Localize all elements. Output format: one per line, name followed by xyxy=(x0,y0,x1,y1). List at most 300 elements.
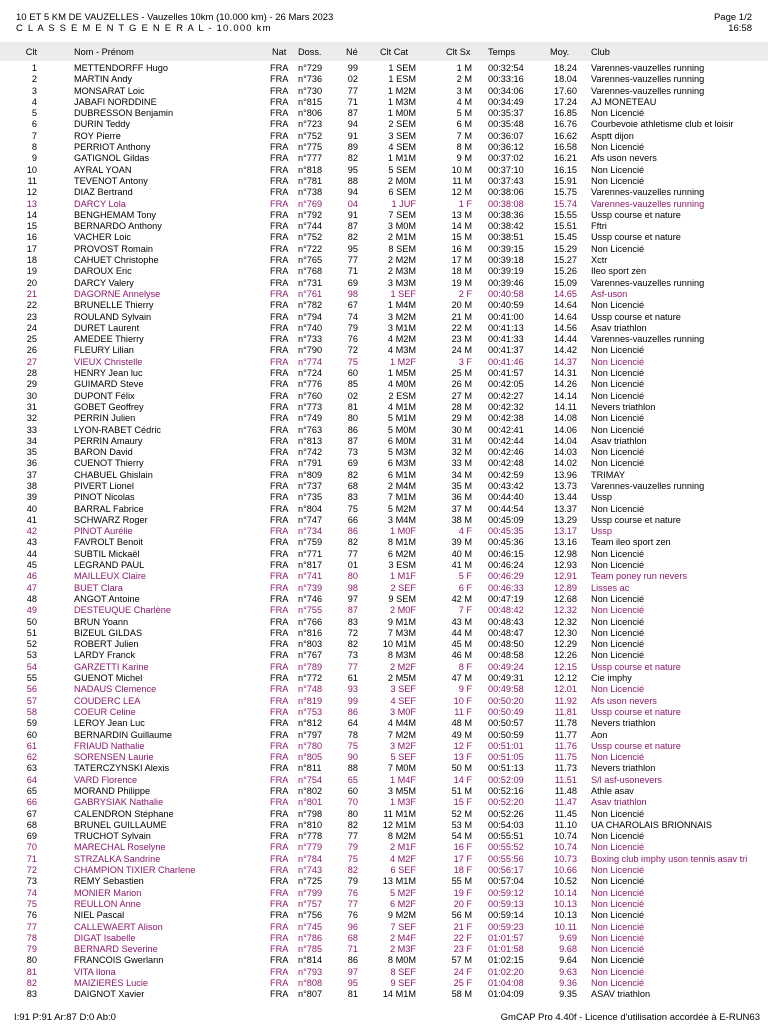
table-row xyxy=(0,809,768,820)
born-cell: 80 xyxy=(347,808,358,819)
rank-cell: 23 xyxy=(26,311,37,322)
rank-cell: 45 xyxy=(26,560,37,571)
speed-cell: 11.10 xyxy=(554,819,577,830)
nat-cell: FRA xyxy=(270,469,289,480)
cat-rank-cell: 5 M0M xyxy=(387,424,416,435)
table-row xyxy=(0,967,768,978)
sex-rank-cell: 58 M xyxy=(451,989,472,1000)
cat-rank-cell: 7 SEF xyxy=(390,921,416,932)
bib-cell: n°731 xyxy=(298,277,323,288)
sex-rank-cell: 4 M xyxy=(456,96,472,107)
table-row xyxy=(0,165,768,176)
club-cell: Ussp course et nature xyxy=(591,209,681,220)
time-cell: 00:57:04 xyxy=(488,876,524,887)
nat-cell: FRA xyxy=(270,978,289,989)
cat-rank-cell: 8 M3M xyxy=(387,650,416,661)
bib-cell: n°799 xyxy=(298,887,323,898)
speed-cell: 17.24 xyxy=(554,96,577,107)
club-cell: Non Licencié xyxy=(591,379,645,390)
born-cell: 78 xyxy=(347,729,358,740)
table-row xyxy=(0,334,768,345)
time-cell: 00:52:16 xyxy=(488,786,524,796)
born-cell: 76 xyxy=(347,910,358,921)
sex-rank-cell: 20 F xyxy=(453,898,472,909)
nat-cell: FRA xyxy=(270,898,289,909)
speed-cell: 14.42 xyxy=(554,345,577,356)
table-row xyxy=(0,481,768,492)
time-cell: 00:51:05 xyxy=(488,752,524,763)
sex-rank-cell: 19 M xyxy=(451,277,472,288)
rank-cell: 72 xyxy=(26,865,37,876)
bib-cell: n°805 xyxy=(298,752,323,763)
sex-rank-cell: 18 F xyxy=(453,865,472,876)
name-cell: PIVERT Lionel xyxy=(74,480,134,491)
speed-cell: 13.17 xyxy=(554,526,577,537)
club-cell: Non Licencié xyxy=(591,932,645,943)
club-cell: Cie imphy xyxy=(591,673,632,684)
born-cell: 74 xyxy=(347,311,358,322)
table-row xyxy=(0,786,768,797)
name-cell: CUENOT Thierry xyxy=(74,458,144,469)
born-cell: 98 xyxy=(347,288,358,299)
club-cell: Non Licencié xyxy=(591,627,645,638)
name-cell: GABRYSIAK Nathalie xyxy=(74,797,164,808)
bib-cell: n°754 xyxy=(298,774,323,785)
name-cell: DURIN Teddy xyxy=(74,119,130,130)
time-cell: 00:49:58 xyxy=(488,684,524,695)
club-cell: Non Licencié xyxy=(591,164,645,175)
nat-cell: FRA xyxy=(270,627,289,638)
cat-rank-cell: 1 SEF xyxy=(390,288,416,299)
nat-cell: FRA xyxy=(270,786,289,796)
nat-cell: FRA xyxy=(270,695,289,706)
name-cell: BENGHEMAM Tony xyxy=(74,209,157,220)
born-cell: 79 xyxy=(347,842,358,853)
rank-cell: 41 xyxy=(26,514,37,525)
nat-cell: FRA xyxy=(270,887,289,898)
rank-cell: 38 xyxy=(26,480,37,491)
table-row xyxy=(0,187,768,198)
bib-cell: n°769 xyxy=(298,198,323,209)
born-cell: 95 xyxy=(347,243,358,254)
time-cell: 00:41:13 xyxy=(488,322,524,333)
bib-cell: n°768 xyxy=(298,266,323,277)
sex-rank-cell: 38 M xyxy=(451,514,472,525)
time-cell: 00:48:43 xyxy=(488,616,524,627)
time-cell: 00:46:29 xyxy=(488,571,524,582)
rank-cell: 20 xyxy=(26,277,37,288)
club-cell: Non Licencié xyxy=(591,808,645,819)
club-cell: TRIMAY xyxy=(591,469,626,480)
nat-cell: FRA xyxy=(270,548,289,559)
sex-rank-cell: 21 F xyxy=(453,921,472,932)
cat-rank-cell: 4 M2F xyxy=(389,853,416,864)
born-cell: 72 xyxy=(347,345,358,356)
speed-cell: 11.75 xyxy=(554,752,577,763)
rank-cell: 64 xyxy=(26,774,37,785)
nat-cell: FRA xyxy=(270,560,289,571)
bib-cell: n°734 xyxy=(298,526,323,537)
column-header-cat-rank: Clt Cat xyxy=(380,47,409,57)
nat-cell: FRA xyxy=(270,356,289,367)
nat-cell: FRA xyxy=(270,740,289,751)
bib-cell: n°739 xyxy=(298,582,323,593)
sex-rank-cell: 32 M xyxy=(451,447,472,458)
cat-rank-cell: 7 M0M xyxy=(387,763,416,774)
name-cell: GARZETTI Karine xyxy=(74,661,149,672)
time-cell: 00:59:13 xyxy=(488,898,524,909)
table-row xyxy=(0,357,768,368)
born-cell: 90 xyxy=(347,752,358,763)
cat-rank-cell: 6 SEM xyxy=(388,187,416,198)
nat-cell: FRA xyxy=(270,401,289,412)
sex-rank-cell: 10 F xyxy=(453,695,472,706)
speed-cell: 9.35 xyxy=(559,989,577,1000)
born-cell: 69 xyxy=(347,458,358,469)
bib-cell: n°744 xyxy=(298,221,323,232)
speed-cell: 14.37 xyxy=(554,356,577,367)
bib-cell: n°815 xyxy=(298,96,323,107)
table-row xyxy=(0,752,768,763)
club-cell: Non Licencié xyxy=(591,684,645,695)
club-cell: Varennes-vauzelles running xyxy=(591,74,705,85)
sex-rank-cell: 15 F xyxy=(453,797,472,808)
time-cell: 00:50:20 xyxy=(488,695,524,706)
born-cell: 87 xyxy=(347,221,358,232)
cat-rank-cell: 2 M4F xyxy=(389,932,416,943)
name-cell: LYON-RABET Cédric xyxy=(74,424,161,435)
born-cell: 89 xyxy=(347,142,358,153)
bib-cell: n°742 xyxy=(298,447,323,458)
cat-rank-cell: 6 M1M xyxy=(387,469,416,480)
nat-cell: FRA xyxy=(270,458,289,469)
nat-cell: FRA xyxy=(270,187,289,198)
rank-cell: 67 xyxy=(26,808,37,819)
time-cell: 00:44:40 xyxy=(488,492,524,503)
cat-rank-cell: 1 M0F xyxy=(389,526,416,537)
nat-cell: FRA xyxy=(270,616,289,627)
club-cell: Non Licencié xyxy=(591,593,645,604)
cat-rank-cell: 4 M3M xyxy=(387,345,416,356)
speed-cell: 14.11 xyxy=(554,401,577,412)
name-cell: TRUCHOT Sylvain xyxy=(74,831,151,842)
rank-cell: 77 xyxy=(26,921,37,932)
time-cell: 00:38:08 xyxy=(488,198,524,209)
footer-stats: I:91 P:91 Ar:87 D:0 Ab:0 xyxy=(14,1012,116,1023)
time-cell: 00:50:57 xyxy=(488,718,524,729)
cat-rank-cell: 5 M2F xyxy=(389,887,416,898)
born-cell: 98 xyxy=(347,582,358,593)
sex-rank-cell: 42 M xyxy=(451,593,472,604)
born-cell: 85 xyxy=(347,379,358,390)
time-cell: 00:37:10 xyxy=(488,164,524,175)
club-cell: Non Licencié xyxy=(591,390,645,401)
time-cell: 00:50:49 xyxy=(488,706,524,717)
print-time: 16:58 xyxy=(728,23,752,34)
rank-cell: 3 xyxy=(31,85,37,96)
club-cell: Non Licencié xyxy=(591,424,645,435)
speed-cell: 12.32 xyxy=(554,605,577,616)
club-cell: Ussp course et nature xyxy=(591,706,681,717)
name-cell: GATIGNOL Gildas xyxy=(74,153,150,164)
rank-cell: 58 xyxy=(26,706,37,717)
cat-rank-cell: 1 M4M xyxy=(387,300,416,311)
born-cell: 80 xyxy=(347,571,358,582)
club-cell: Ussp xyxy=(591,526,612,537)
time-cell: 00:36:12 xyxy=(488,142,524,153)
name-cell: MORAND Philippe xyxy=(74,786,151,796)
time-cell: 01:02:15 xyxy=(488,955,524,966)
sex-rank-cell: 8 F xyxy=(458,661,472,672)
sex-rank-cell: 13 M xyxy=(451,209,472,220)
sex-rank-cell: 2 F xyxy=(458,288,472,299)
table-row xyxy=(0,515,768,526)
speed-cell: 14.03 xyxy=(554,447,577,458)
rank-cell: 56 xyxy=(26,684,37,695)
table-row xyxy=(0,842,768,853)
time-cell: 00:45:36 xyxy=(488,537,524,548)
speed-cell: 17.60 xyxy=(554,85,577,96)
club-cell: Ussp course et nature xyxy=(591,311,681,322)
nat-cell: FRA xyxy=(270,266,289,277)
name-cell: DUPONT Félix xyxy=(74,390,135,401)
rank-cell: 25 xyxy=(26,334,37,345)
nat-cell: FRA xyxy=(270,876,289,887)
born-cell: 68 xyxy=(347,932,358,943)
time-cell: 00:40:58 xyxy=(488,288,524,299)
time-cell: 00:34:49 xyxy=(488,96,524,107)
cat-rank-cell: 2 M5M xyxy=(387,673,416,684)
sex-rank-cell: 14 F xyxy=(453,774,472,785)
time-cell: 00:50:59 xyxy=(488,729,524,740)
cat-rank-cell: 4 SEF xyxy=(390,695,416,706)
table-row xyxy=(0,696,768,707)
sex-rank-cell: 41 M xyxy=(451,560,472,571)
table-row xyxy=(0,153,768,164)
rank-cell: 62 xyxy=(26,752,37,763)
rank-cell: 14 xyxy=(26,209,37,220)
bib-cell: n°797 xyxy=(298,729,323,740)
club-cell: Non Licencié xyxy=(591,876,645,887)
born-cell: 88 xyxy=(347,763,358,774)
bib-cell: n°745 xyxy=(298,921,323,932)
time-cell: 00:59:14 xyxy=(488,910,524,921)
bib-cell: n°789 xyxy=(298,661,323,672)
rank-cell: 75 xyxy=(26,898,37,909)
speed-cell: 12.32 xyxy=(554,616,577,627)
speed-cell: 16.76 xyxy=(554,119,577,130)
club-cell: Afs uson nevers xyxy=(591,153,657,164)
rank-cell: 17 xyxy=(26,243,37,254)
speed-cell: 16.15 xyxy=(554,164,577,175)
club-cell: S/l asf-usonevers xyxy=(591,774,662,785)
cat-rank-cell: 9 M2M xyxy=(387,910,416,921)
table-row xyxy=(0,199,768,210)
born-cell: 82 xyxy=(347,469,358,480)
column-header-born: Né xyxy=(346,47,358,57)
sex-rank-cell: 52 M xyxy=(451,808,472,819)
rank-cell: 39 xyxy=(26,492,37,503)
speed-cell: 18.24 xyxy=(554,63,577,73)
time-cell: 00:36:07 xyxy=(488,130,524,141)
bib-cell: n°803 xyxy=(298,639,323,650)
cat-rank-cell: 5 SEM xyxy=(388,164,416,175)
rank-cell: 6 xyxy=(31,119,37,130)
bib-cell: n°761 xyxy=(298,288,323,299)
rank-cell: 47 xyxy=(26,582,37,593)
time-cell: 00:59:12 xyxy=(488,887,524,898)
cat-rank-cell: 14 M1M xyxy=(382,989,416,1000)
cat-rank-cell: 3 SEM xyxy=(388,130,416,141)
nat-cell: FRA xyxy=(270,582,289,593)
time-cell: 01:04:09 xyxy=(488,989,524,1000)
cat-rank-cell: 7 M3M xyxy=(387,627,416,638)
time-cell: 00:46:15 xyxy=(488,548,524,559)
club-cell: Non Licencié xyxy=(591,887,645,898)
rank-cell: 37 xyxy=(26,469,37,480)
name-cell: GUIMARD Steve xyxy=(74,379,144,390)
results-table xyxy=(0,63,768,1001)
name-cell: BRUNEL GUILLAUME xyxy=(74,819,167,830)
sex-rank-cell: 22 M xyxy=(451,322,472,333)
table-row xyxy=(0,492,768,503)
speed-cell: 16.62 xyxy=(554,130,577,141)
cat-rank-cell: 4 SEM xyxy=(388,142,416,153)
cat-rank-cell: 2 M4M xyxy=(387,480,416,491)
rank-cell: 46 xyxy=(26,571,37,582)
bib-cell: n°793 xyxy=(298,966,323,977)
club-cell: Non Licencié xyxy=(591,548,645,559)
nat-cell: FRA xyxy=(270,345,289,356)
cat-rank-cell: 12 M1M xyxy=(382,819,416,830)
nat-cell: FRA xyxy=(270,130,289,141)
sex-rank-cell: 18 M xyxy=(451,266,472,277)
time-cell: 00:55:56 xyxy=(488,853,524,864)
born-cell: 76 xyxy=(347,887,358,898)
table-row xyxy=(0,876,768,887)
table-row xyxy=(0,899,768,910)
bib-cell: n°809 xyxy=(298,469,323,480)
name-cell: AMEDEE Thierry xyxy=(74,334,144,345)
page-indicator: Page 1/2 xyxy=(713,12,752,23)
nat-cell: FRA xyxy=(270,910,289,921)
nat-cell: FRA xyxy=(270,966,289,977)
sex-rank-cell: 54 M xyxy=(451,831,472,842)
sex-rank-cell: 31 M xyxy=(451,435,472,446)
rank-cell: 12 xyxy=(26,187,37,198)
speed-cell: 14.44 xyxy=(554,334,577,345)
sex-rank-cell: 43 M xyxy=(451,616,472,627)
table-row xyxy=(0,176,768,187)
time-cell: 00:46:33 xyxy=(488,582,524,593)
cat-rank-cell: 3 M0M xyxy=(387,221,416,232)
time-cell: 00:42:48 xyxy=(488,458,524,469)
nat-cell: FRA xyxy=(270,605,289,616)
born-cell: 77 xyxy=(347,255,358,266)
club-cell: Non Licencié xyxy=(591,650,645,661)
name-cell: BIZEUL GILDAS xyxy=(74,627,143,638)
born-cell: 94 xyxy=(347,187,358,198)
born-cell: 97 xyxy=(347,966,358,977)
name-cell: PROVOST Romain xyxy=(74,243,153,254)
time-cell: 00:39:15 xyxy=(488,243,524,254)
club-cell: Non Licencié xyxy=(591,752,645,763)
rank-cell: 69 xyxy=(26,831,37,842)
cat-rank-cell: 4 M4M xyxy=(387,718,416,729)
table-row xyxy=(0,504,768,515)
name-cell: VITA Ilona xyxy=(74,966,116,977)
speed-cell: 15.55 xyxy=(554,209,577,220)
speed-cell: 16.21 xyxy=(554,153,577,164)
speed-cell: 11.77 xyxy=(554,729,577,740)
name-cell: ROBERT Julien xyxy=(74,639,139,650)
bib-cell: n°748 xyxy=(298,684,323,695)
time-cell: 00:52:26 xyxy=(488,808,524,819)
club-cell: Ussp xyxy=(591,492,612,503)
nat-cell: FRA xyxy=(270,119,289,130)
nat-cell: FRA xyxy=(270,853,289,864)
bib-cell: n°801 xyxy=(298,797,323,808)
name-cell: BERNARDIN Guillaume xyxy=(74,729,173,740)
speed-cell: 11.47 xyxy=(554,797,577,808)
born-cell: 95 xyxy=(347,978,358,989)
table-row xyxy=(0,763,768,774)
cat-rank-cell: 6 SEF xyxy=(390,865,416,876)
nat-cell: FRA xyxy=(270,571,289,582)
born-cell: 75 xyxy=(347,356,358,367)
nat-cell: FRA xyxy=(270,424,289,435)
table-row xyxy=(0,74,768,85)
name-cell: FAVROLT Benoit xyxy=(74,537,143,548)
rank-cell: 54 xyxy=(26,661,37,672)
nat-cell: FRA xyxy=(270,311,289,322)
bib-cell: n°740 xyxy=(298,322,323,333)
club-cell: Ileo sport zen xyxy=(591,266,647,277)
rank-cell: 74 xyxy=(26,887,37,898)
born-cell: 77 xyxy=(347,548,358,559)
table-row xyxy=(0,312,768,323)
nat-cell: FRA xyxy=(270,277,289,288)
nat-cell: FRA xyxy=(270,390,289,401)
bib-cell: n°804 xyxy=(298,503,323,514)
name-cell: VARD Florence xyxy=(74,774,138,785)
time-cell: 00:46:24 xyxy=(488,560,524,571)
time-cell: 00:49:24 xyxy=(488,661,524,672)
born-cell: 82 xyxy=(347,153,358,164)
club-cell: Non Licencié xyxy=(591,955,645,966)
rank-cell: 65 xyxy=(26,786,37,796)
speed-cell: 14.26 xyxy=(554,379,577,390)
sex-rank-cell: 7 F xyxy=(458,605,472,616)
cat-rank-cell: 9 SEF xyxy=(390,978,416,989)
sex-rank-cell: 9 M xyxy=(456,153,472,164)
nat-cell: FRA xyxy=(270,526,289,537)
table-row xyxy=(0,865,768,876)
name-cell: ROY Pierre xyxy=(74,130,121,141)
bib-cell: n°735 xyxy=(298,492,323,503)
time-cell: 00:41:33 xyxy=(488,334,524,345)
sex-rank-cell: 48 M xyxy=(451,718,472,729)
sex-rank-cell: 17 M xyxy=(451,255,472,266)
nat-cell: FRA xyxy=(270,831,289,842)
name-cell: PERRIOT Anthony xyxy=(74,142,151,153)
sex-rank-cell: 2 M xyxy=(456,74,472,85)
speed-cell: 18.04 xyxy=(554,74,577,85)
name-cell: CALENDRON Stéphane xyxy=(74,808,174,819)
born-cell: 71 xyxy=(347,266,358,277)
time-cell: 00:39:18 xyxy=(488,255,524,266)
nat-cell: FRA xyxy=(270,763,289,774)
